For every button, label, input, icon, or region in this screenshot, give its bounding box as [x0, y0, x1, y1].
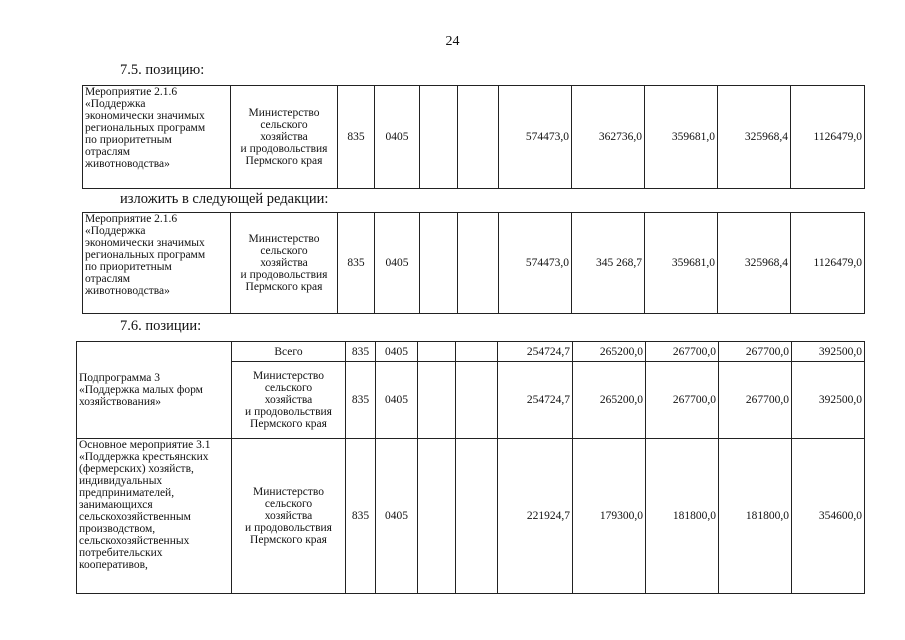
csr-code — [420, 213, 458, 314]
main-event-name: Основное мероприятие 3.1 «Поддержка крестьянских (фермерских) хозяйств, индивидуальных предпринимателей, занимающихся сельскохозяйственным производством, сельскохозяйственных потребительских кооперативов, — [79, 439, 211, 571]
vr-code — [458, 86, 499, 189]
value-cell: 267700,0 — [719, 342, 792, 362]
main-event-name-cell — [77, 439, 232, 594]
vr-code — [458, 213, 499, 314]
value-cell: 362736,0 — [572, 86, 645, 189]
executor-cell — [231, 213, 338, 314]
event-name-cell — [83, 86, 231, 189]
executor-cell — [232, 439, 346, 594]
value-cell: 392500,0 — [792, 342, 865, 362]
value-cell: 1126479,0 — [791, 86, 865, 189]
value-cell: 345 268,7 — [572, 213, 645, 314]
value-cell: 574473,0 — [499, 86, 572, 189]
csr-code — [418, 342, 456, 362]
table-row — [77, 439, 865, 594]
value-cell: 181800,0 — [646, 439, 719, 594]
page-number: 24 — [445, 34, 460, 49]
event-name: Мероприятие 2.1.6 «Поддержка экономически значимых региональных программ по приоритетным отраслям животноводства» — [85, 213, 206, 297]
value-cell: 354600,0 — [792, 439, 865, 594]
table-row — [83, 213, 865, 314]
rzpr-code: 0405 — [376, 342, 418, 362]
executor-name: Министерство сельского хозяйства и продовольствия Пермского края — [240, 233, 328, 293]
executor-total: Всего — [232, 342, 346, 362]
csr-code — [418, 362, 456, 439]
value-cell: 179300,0 — [573, 439, 646, 594]
table-positions-7-6 — [76, 341, 865, 594]
value-cell: 392500,0 — [792, 362, 865, 439]
event-name: Мероприятие 2.1.6 «Поддержка экономически значимых региональных программ по приоритетным отраслям животноводства» — [85, 86, 206, 170]
rzpr-code: 0405 — [376, 362, 418, 439]
value-cell: 1126479,0 — [791, 213, 865, 314]
value-cell: 267700,0 — [646, 342, 719, 362]
rzpr-code: 0405 — [375, 213, 420, 314]
executor-name: Министерство сельского хозяйства и продовольствия Пермского края — [240, 107, 328, 167]
value-cell: 267700,0 — [719, 362, 792, 439]
subprogram-name: Подпрограмма 3 «Поддержка малых форм хозяйствования» — [79, 372, 203, 408]
grbs-code: 835 — [346, 439, 376, 594]
table-old-position — [82, 85, 865, 189]
value-cell: 221924,7 — [498, 439, 573, 594]
section-7-6-heading: 7.6. позиции: — [120, 318, 202, 334]
vr-code — [456, 439, 498, 594]
vr-code — [456, 342, 498, 362]
value-cell: 325968,4 — [718, 213, 791, 314]
grbs-code: 835 — [346, 342, 376, 362]
value-cell: 359681,0 — [645, 213, 718, 314]
value-cell: 254724,7 — [498, 342, 573, 362]
executor-cell — [231, 86, 338, 189]
value-cell: 325968,4 — [718, 86, 791, 189]
value-cell: 267700,0 — [646, 362, 719, 439]
grbs-code: 835 — [338, 213, 375, 314]
value-cell: 265200,0 — [573, 362, 646, 439]
vr-code — [456, 362, 498, 439]
table-row — [77, 342, 865, 362]
executor-cell — [232, 362, 346, 439]
grbs-code: 835 — [346, 362, 376, 439]
csr-code — [418, 439, 456, 594]
replace-heading: изложить в следующей редакции: — [120, 191, 329, 207]
executor-name: Министерство сельского хозяйства и продовольствия Пермского края — [245, 486, 332, 546]
event-name-cell — [83, 213, 231, 314]
rzpr-code: 0405 — [375, 86, 420, 189]
subprogram-name-cell — [77, 342, 232, 439]
section-7-5-heading: 7.5. позицию: — [120, 62, 205, 78]
value-cell: 265200,0 — [573, 342, 646, 362]
table-row — [83, 86, 865, 189]
value-cell: 254724,7 — [498, 362, 573, 439]
rzpr-code: 0405 — [376, 439, 418, 594]
grbs-code: 835 — [338, 86, 375, 189]
executor-name: Министерство сельского хозяйства и продовольствия Пермского края — [245, 370, 332, 430]
value-cell: 359681,0 — [645, 86, 718, 189]
csr-code — [420, 86, 458, 189]
value-cell: 181800,0 — [719, 439, 792, 594]
value-cell: 574473,0 — [499, 213, 572, 314]
table-new-position — [82, 212, 865, 314]
